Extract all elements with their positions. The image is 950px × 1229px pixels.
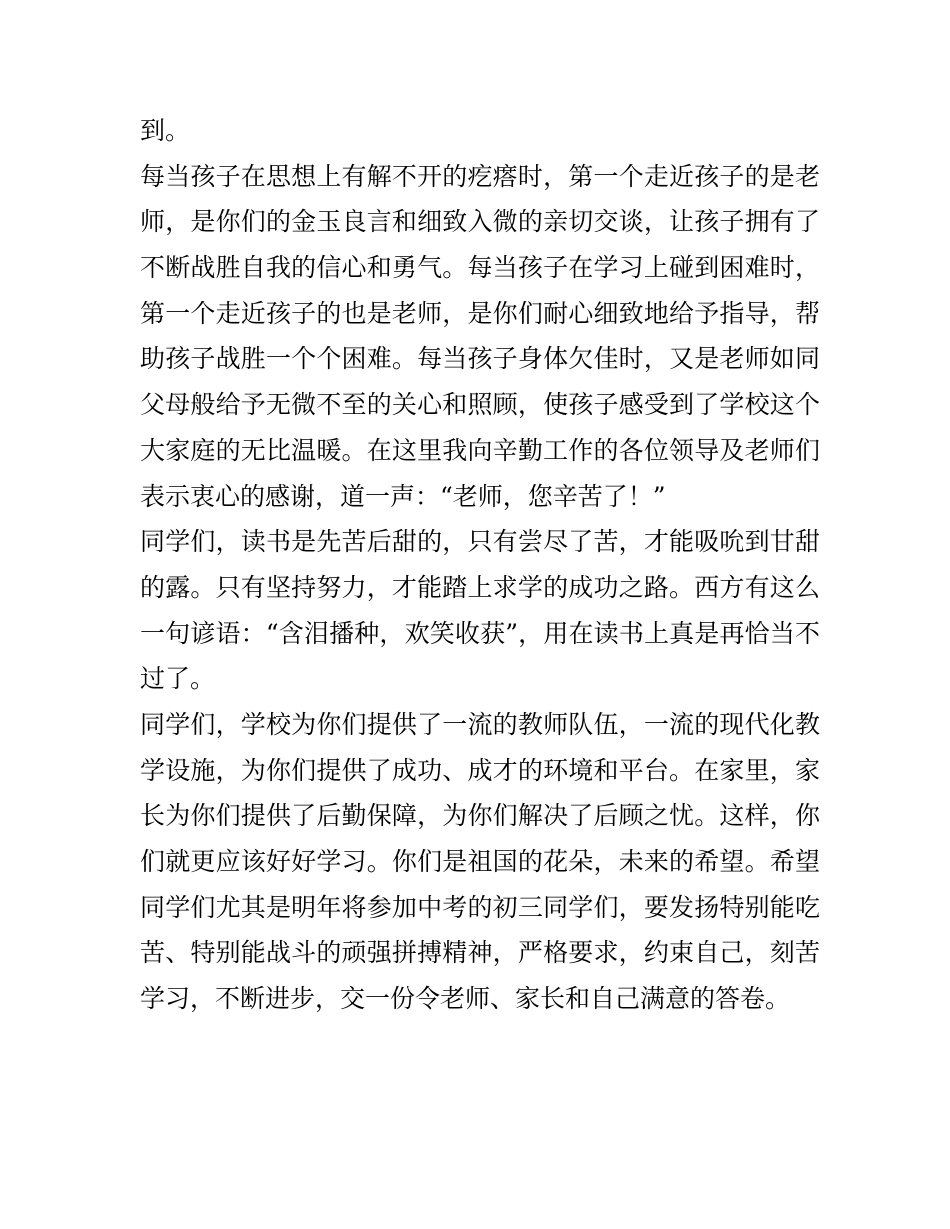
text-line: 同学们，读书是先苦后甜的，只有尝尽了苦，才能吸吮到甘甜 bbox=[140, 527, 820, 557]
text-line: 父母般给予无微不至的关心和照顾，使孩子感受到了学校这个 bbox=[140, 390, 820, 420]
text-line: 同学们，学校为你们提供了一流的教师队伍，一流的现代化教 bbox=[140, 709, 820, 739]
text-line: 同学们尤其是明年将参加中考的初三同学们，要发扬特别能吃 bbox=[140, 892, 820, 922]
text-line: 过了。 bbox=[140, 664, 216, 694]
document-body bbox=[140, 108, 820, 1022]
text-line: 的露。只有坚持努力，才能踏上求学的成功之路。西方有这么 bbox=[140, 572, 820, 602]
text-line: 第一个走近孩子的也是老师，是你们耐心细致地给予指导，帮 bbox=[140, 298, 820, 328]
text-line: 长为你们提供了后勤保障，为你们解决了后顾之忧。这样，你 bbox=[140, 801, 820, 831]
text-line: 表示衷心的感谢，道一声：“老师，您辛苦了！” bbox=[140, 481, 666, 511]
text-line: 苦、特别能战斗的顽强拼搏精神，严格要求，约束自己，刻苦 bbox=[140, 938, 820, 968]
text-line: 不断战胜自我的信心和勇气。每当孩子在学习上碰到困难时， bbox=[140, 253, 820, 283]
text-line: 学习，不断进步，交一份令老师、家长和自己满意的答卷。 bbox=[140, 984, 791, 1014]
text-line: 师，是你们的金玉良言和细致入微的亲切交谈，让孩子拥有了 bbox=[140, 207, 820, 237]
text-line: 学设施，为你们提供了成功、成才的环境和平台。在家里，家 bbox=[140, 755, 820, 785]
text-line: 大家庭的无比温暖。在这里我向辛勤工作的各位领导及老师们 bbox=[140, 435, 820, 465]
text-line: 每当孩子在思想上有解不开的疙瘩时，第一个走近孩子的是老 bbox=[140, 161, 820, 191]
text-line: 到。 bbox=[140, 116, 191, 145]
text-line: 助孩子战胜一个个困难。每当孩子身体欠佳时，又是老师如同 bbox=[140, 344, 820, 374]
text-line: 一句谚语：“含泪播种，欢笑收获”，用在读书上真是再恰当不 bbox=[140, 618, 820, 648]
text-line: 们就更应该好好学习。你们是祖国的花朵，未来的希望。希望 bbox=[140, 847, 820, 876]
